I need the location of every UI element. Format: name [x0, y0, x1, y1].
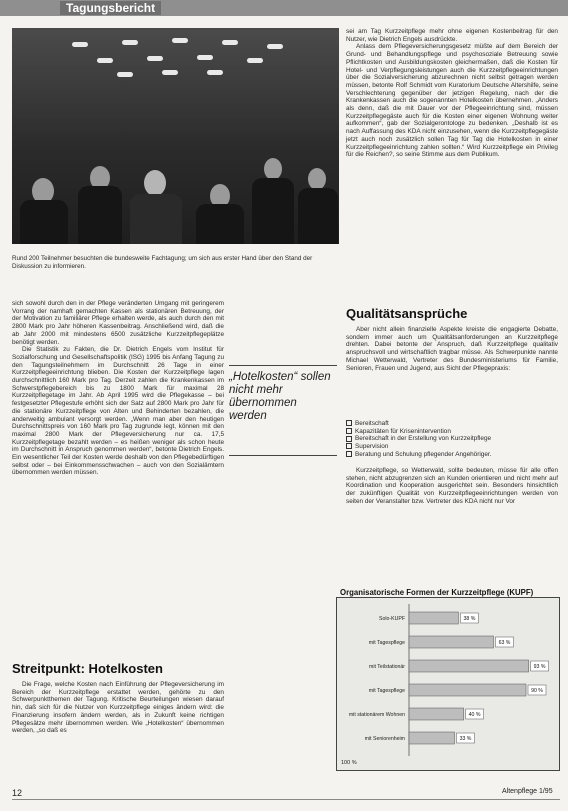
chart-title: Organisatorische Formen der Kurzzeitpflege (KUPF) — [340, 588, 534, 597]
audience-body — [196, 204, 244, 244]
chart-value-label: 63 % — [498, 640, 511, 646]
ceiling-lamp — [147, 56, 163, 61]
right-paragraph-2: Anlass dem Pflegeversicherungsgesetz müßte auf dem Bereich der Grund- und Behandlungspflege und psychosoziale Betreuung sowie Pflichtkosten und Ausbildungskosten gleichermaßen, daß die Kosten für Hotel- und Verpflegungsleistungen auch die Kurzzeitpflegeeinrichtungen über die Sozialversicherung abzurechnen nicht selbst getragen werden müssen, betonte Rolf Schmidt vom Kuratorium Deutsche Altershilfe, seine Verschlechterung gegenüber der jetzigen Regelung, nach der die Krankenkassen auch die sogenannten Hotelkosten übernehmen. „Anders als denn, daß die mit Dauer vor der Pflegeeinrichtung sind, müssen Kurzzeitpflegegäste auch für die Kosten einer eigenen Wohnung weiter aufkommen“, gab der Sozialgerontologe zu bedenken. „Deshalb ist es nach Auffassung des KDA nicht einzusehen, wenn die Kurzzeitpflegegäste jetzt auch noch zusätzlich sollen Tag für Tag die Hotelkosten in einer Kurzzeitpflegeeinrichtung zahlen sollten.“ Wird Kurzzeitpflege ein Privileg für die Reichen?, so seine Stimme aus dem Publikum. — [346, 43, 558, 159]
audience-head — [308, 168, 326, 190]
left-paragraph-2: Die Statistik zu Fakten, die Dr. Dietrich Engels vom Institut für Sozialforschung und Gesellschaftspolitik (ISG) 1995 bis Anfang Tagung zu den Tagungsteilnehmern im Durchschnitt 26 Tage in einer Kurzzeitpflegeeinrichtung blieben. Die Kosten der Kurzzeitpflege lagen durchschnittlich 160 Mark pro Tag. Derzeit zahlen die Krankenkassen im Schwerstpflegebereich bis zu 1800 Mark für maximal 28 Kurzzeitpflegetage im Jahr. Ab April 1995 wird die Pflegekasse – bei festgesetzter Pflegestufe erhöht sich der Satz auf 2800 Mark pro Jahr für die stationäre Kurzzeitpflege von Alten und Behinderten bezahlen, die anderweitig ambulant versorgt werden. „Wenn man aber den heutigen Durchschnittspreis von 160 Mark pro Tag zugrunde legt, können mit den maximal 2800 Mark der Pflegeversicherung nur ca. 17,5 Kurzzeitpflegetage bezahlt werden – es heißen weniger als schon heute im Durchschnitt in Anspruch genommen werden“, betonte Dietrich Engels. Ein wesentlicher Teil der Kosten werde deshalb von den Pflegebedürftigen selbst oder – bei Einkommensschwachen – auch von den Sozialämtern übernommen werden müssen. — [12, 346, 224, 477]
chart-value-label: 90 % — [531, 688, 543, 694]
chart-value-label: 93 % — [533, 664, 546, 670]
ceiling-lamp — [117, 72, 133, 77]
bullet-item: Beratung und Schulung pflegender Angehöriger. — [346, 451, 556, 459]
ceiling-lamp — [247, 58, 263, 63]
section-heading-qualitaet: Qualitätsansprüche — [346, 306, 468, 321]
audience-body — [20, 200, 68, 244]
header-band — [0, 0, 568, 16]
audience-head — [264, 158, 282, 180]
chart-axis-label: 100 % — [341, 760, 357, 766]
chart-frame — [336, 597, 560, 771]
bullet-item: Kapazitäten für Krisenintervention — [346, 428, 556, 436]
audience-head — [144, 170, 166, 196]
conference-photo — [12, 28, 339, 244]
audience-body — [252, 178, 294, 244]
chart-category-label: Solo-KUPF — [379, 616, 405, 622]
section-label: Tagungsbericht — [60, 1, 161, 15]
chart-bar — [409, 732, 455, 744]
bullet-item: Bereitschaft in der Erstellung von Kurzzeitpflege — [346, 435, 556, 443]
checkbox-icon — [346, 451, 352, 457]
ceiling-lamp — [72, 42, 88, 47]
checkbox-icon — [346, 443, 352, 449]
ceiling-lamp — [122, 40, 138, 45]
checkbox-icon — [346, 436, 352, 442]
audience-body — [78, 186, 122, 244]
photo-caption: Rund 200 Teilnehmer besuchten die bundesweite Fachtagung; um sich aus erster Hand über den Stand der Diskussion zu informieren. — [12, 255, 313, 270]
left-column-text — [12, 300, 224, 477]
page-number: 12 — [12, 788, 23, 798]
ceiling-lamp — [162, 70, 178, 75]
ceiling-lamp — [207, 70, 223, 75]
kupf-bar-chart — [337, 598, 559, 770]
chart-value-label: 38 % — [463, 616, 476, 622]
chart-bar — [409, 612, 458, 624]
chart-category-label: mit stationärem Wohnen — [348, 712, 405, 718]
chart-value-label: 33 % — [459, 736, 472, 742]
pullquote: „Hotelkosten“ sollen nicht mehr übernommen werden — [229, 365, 337, 456]
ceiling-lamp — [172, 38, 188, 43]
left-bottom-text: Die Frage, welche Kosten nach Einführung der Pflegeversicherung im Bereich der Kurzzeitpflege erstattet werden, gehörte zu den Schwerpunktthemen der Tagung. Kritische Beurteilungen wiesen darauf hin, daß sich für die Nutzer von Kurzzeitpflege einiges ändern wird: die Finanzierung insofern ändern werden, als in Zukunft keine richtigen Pflegesätze mehr übernommen werden. Wie „Hotelkosten“ übernommen werden, „so daß es — [12, 681, 224, 735]
audience-body — [298, 188, 338, 244]
ceiling-lamp — [222, 40, 238, 45]
chart-bar — [409, 660, 529, 672]
chart-bar — [409, 708, 464, 720]
ceiling-lamp — [267, 44, 283, 49]
audience-body — [130, 194, 182, 244]
checkbox-icon — [346, 428, 352, 434]
section-heading-hotelkosten: Streitpunkt: Hotelkosten — [12, 661, 163, 676]
chart-category-label: mit Teilstationär — [369, 664, 405, 670]
chart-value-label: 40 % — [468, 712, 481, 718]
bullet-list — [346, 420, 556, 459]
checkbox-icon — [346, 420, 352, 426]
ceiling-lamp — [197, 55, 213, 60]
footer-rule — [12, 799, 560, 800]
chart-bar — [409, 684, 526, 696]
bullet-item: Bereitschaft — [346, 420, 556, 428]
chart-category-label: mit Tagespflege — [368, 640, 405, 646]
chart-category-label: mit Seniorenheim — [364, 736, 405, 742]
chart-bar — [409, 636, 494, 648]
right-after-bullets-text: Kurzzeitpflege, so Wetterwald, sollte bedeuten, müsse für alle offen stehen, nicht abzugrenzen sich an Kunden orientieren und nicht mehr auf Koordination und Kooperation ausgerichtet sein. Besonders hinsichtlich der zukünftigen Qualität von Kurzzeitpflegeeinrichtungen werden von seiten der Veranstalter bzw. Vertreter des KDA nicht nur Vor — [346, 467, 558, 505]
left-paragraph-1: sich sowohl durch den in der Pflege veränderten Umgang mit geringerem Vorrang der namhaft gemachten Kassen als stationären Betreuung, der der Motivation zu familiärer Pflege erhalten werde, als auch durch den mit 2800 Mark pro Jahr höheren Kassenbeitrag. Anschließend wird, daß die ab Jahr 2000 mit mindestens 6500 zusätzliche Kurzzeitpflegeplätze benötigt werden. — [12, 300, 224, 346]
bullet-item: Supervision — [346, 443, 556, 451]
journal-name: Altenpflege 1/95 — [502, 788, 553, 795]
right-column-text — [346, 28, 558, 159]
right-mid-text: Aber nicht allein finanzielle Aspekte kreiste die engagierte Debatte, sondern immer auch um Qualitätsanforderungen an Kurzzeitpflege drehten. Dabei betonte der Anspruch, daß Kurzzeitpflege qualitativ anspruchsvoll und wirtschaftlich tragbar müsse. Als Schwerpunkte nannte Michael Wetterwald, Vertreter des Bundesministeriums für Familie, Senioren, Frauen und Jugend, aus Sicht der Pflegepraxis: — [346, 326, 558, 372]
right-paragraph-1: sei am Tag Kurzzeitpflege mehr ohne eigenen Kostenbeitrag für den Nutzer, wie Dietrich Engels ausdrückte. — [346, 28, 558, 43]
chart-category-label: mit Tagespflege — [368, 688, 405, 694]
ceiling-lamp — [97, 58, 113, 63]
